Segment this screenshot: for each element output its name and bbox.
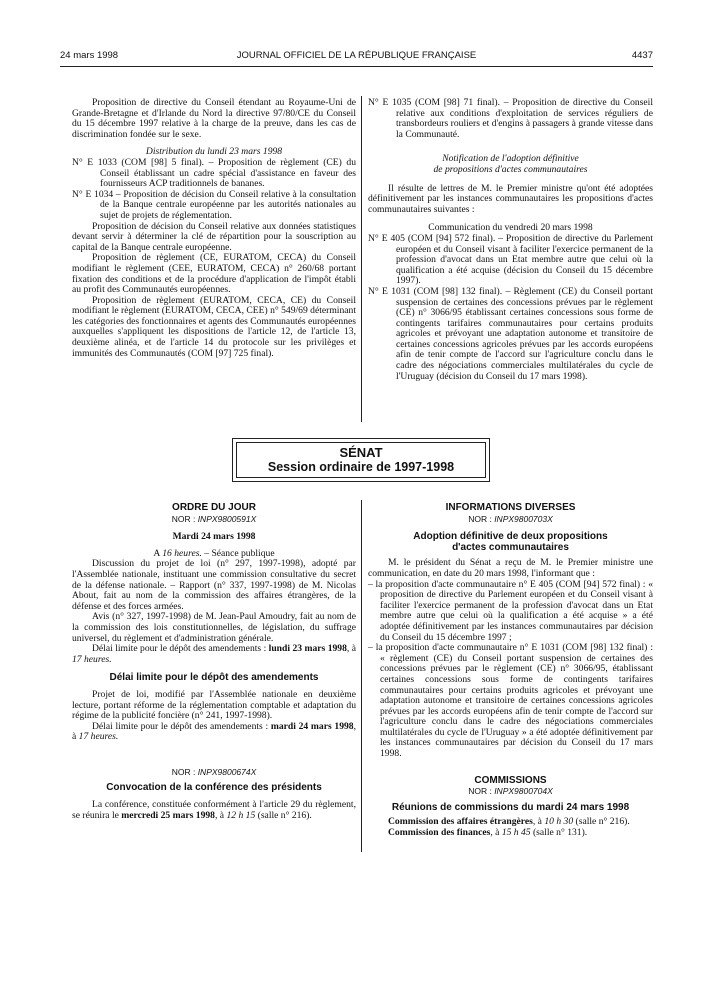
header-date: 24 mars 1998 bbox=[60, 50, 119, 61]
paragraph-reglement-549: Proposition de règlement (EURATOM, CECA, CE) du Conseil modifiant le règlement (EURATOM, CECA, CEE) n° 549/69 déterminant les catégories des fonctionnaires et agents des Communautés européennes auxquelles s'appliquent les dispositions de l'article 12, de l'article 13, deuxième alinéa, et de l'article 14 du protocole sur les privilèges et immunités des Communautés (COM [97] 725 final). bbox=[72, 294, 356, 359]
adoption-bullet-2: – la proposition d'acte communautaire n° E 1031 (COM [98] 132 final) : « règlement (CE) du Conseil portant suspension de certaines des concessions prévues par le règlement (CE) n° 3066/95, établissant certaines concessions sous forme de contingents tarifaires communautaires pour certains produits agricoles et prévoyant une adaptation autonome et transitoire de certaines concessions agricoles prévues par les accords européens afin de tenir compte de l'accord sur l'agriculture conclu dans le cadre des négociations commerciales multilatérales du cycle de l'Uruguay » a été adoptée définitivement par les instances communautaires par décision du Conseil du 17 mars 1998. bbox=[368, 642, 653, 760]
convocation-title: Convocation de la conférence des présidents bbox=[106, 782, 322, 794]
projet-paragraph: Projet de loi, modifié par l'Assemblée nationale en deuxième lecture, portant réforme de la réglementation comptable et adaptation du régime de la publicité foncière (n° 241, 1997-1998). bbox=[72, 688, 356, 722]
commission-line-2 bbox=[368, 828, 653, 839]
nor-label: NOR : bbox=[468, 513, 495, 524]
header-rule bbox=[60, 66, 653, 67]
item-e1031: N° E 1031 (COM [98] 132 final). – Règlement (CE) du Conseil portant suspension de certaines des concessions prévues par le règlement (CE) n° 3066/95 établissant certaines concessions sous forme de contingents tarifaires communautaires pour certains produits agricoles et prévoyant une adaptation autonome et transitoire de certaines concessions agricoles prévues par les accords européens afin de tenir compte de l'accord sur l'agriculture conclu dans le cadre des négociations commerciales multilatérales du cycle de l'Uruguay (décision du Conseil du 17 mars 1998). bbox=[368, 285, 653, 382]
delai2-mid: , à bbox=[72, 720, 356, 743]
nor-line-1 bbox=[72, 514, 356, 525]
nor-code-4: INPX9800704X bbox=[494, 786, 553, 797]
nor-code-1: INPX9800591X bbox=[197, 513, 257, 524]
nor-code-2: INPX9800674X bbox=[197, 766, 257, 777]
adoption-intro: M. le président du Sénat a reçu de M. le Premier ministre une communication, en date du 20 mars 1998, l'informant que : bbox=[368, 557, 653, 579]
nor-label: NOR : bbox=[468, 786, 495, 797]
delai1-date: lundi 23 mars 1998 bbox=[268, 643, 347, 655]
notification-intro: Il résulte de lettres de M. le Premier ministre qu'ont été adoptées définitivement par les instances communautaires les propositions d'actes communautaires suivantes : bbox=[368, 182, 653, 215]
seance-a: A bbox=[153, 547, 163, 559]
c2-post: (salle n° 131). bbox=[530, 827, 588, 839]
bottom-right-column bbox=[368, 503, 653, 839]
senat-title: SÉNAT bbox=[339, 445, 383, 460]
delai-section-title: Délai limite pour le dépôt des amendements bbox=[109, 672, 319, 684]
c1-time: 10 h 30 bbox=[544, 816, 574, 828]
c1-post: (salle n° 216). bbox=[573, 816, 630, 828]
page-header bbox=[60, 50, 653, 64]
header-title: JOURNAL OFFICIEL DE LA RÉPUBLIQUE FRANÇAISE bbox=[236, 50, 477, 61]
notification-title-line1: Notification de l'adoption définitive bbox=[442, 153, 579, 165]
column-divider-bottom bbox=[361, 500, 362, 852]
intro-paragraph: Proposition de directive du Conseil étendant au Royaume-Uni de Grande-Bretagne et d'Irlande du Nord la directive 97/80/CE du Conseil du 15 décembre 1997 relative à la charge de la preuve, dans les cas de discrimination fondée sur le sexe. bbox=[72, 97, 356, 140]
delai1-mid: , à bbox=[346, 643, 356, 655]
delai2-time: 17 heures. bbox=[78, 731, 119, 743]
top-left-column bbox=[72, 98, 356, 359]
delai2-pre: Délai limite pour le dépôt des amendements : bbox=[92, 720, 271, 732]
communication-date: Communication du vendredi 20 mars 1998 bbox=[428, 222, 593, 234]
c1-name: Commission des affaires étrangères bbox=[388, 816, 533, 828]
header-page-number: 4437 bbox=[631, 50, 653, 61]
seance-day: Mardi 24 mars 1998 bbox=[172, 531, 256, 543]
column-divider-top bbox=[361, 96, 362, 422]
adoption-title-line2: d'actes communautaires bbox=[452, 541, 569, 553]
delai1-time: 17 heures. bbox=[72, 653, 112, 665]
c2-mid: , à bbox=[490, 827, 502, 839]
item-e1033: N° E 1033 (COM [98] 5 final). – Proposition de règlement (CE) du Conseil établissant un cadre spécial d'assistance en faveur des fournisseurs ACP traditionnels de bananes. bbox=[72, 156, 356, 190]
delai2-date: mardi 24 mars 1998 bbox=[270, 720, 354, 732]
conv-post: (salle n° 216). bbox=[255, 809, 312, 821]
delai-line-1 bbox=[72, 644, 356, 665]
conv-pre: La conférence, constituée conformément à l'article 29 du règlement, se réunira le bbox=[72, 799, 356, 821]
item-e1034: N° E 1034 – Proposition de décision du Conseil relative à la consultation de la Banque centrale européenne par les autorités nationales au sujet de projets de réglementation. bbox=[72, 188, 356, 221]
c2-time: 15 h 45 bbox=[501, 827, 531, 839]
conv-time: 12 h 15 bbox=[226, 809, 256, 821]
nor-line-3 bbox=[368, 514, 653, 525]
c1-mid: , à bbox=[532, 816, 545, 828]
ordre-du-jour-title: ORDRE DU JOUR bbox=[172, 502, 256, 513]
c2-name: Commission des finances bbox=[388, 827, 491, 839]
top-right-column bbox=[368, 98, 653, 382]
convocation-paragraph bbox=[72, 800, 356, 821]
reunions-title: Réunions de commissions du mardi 24 mars 1998 bbox=[391, 801, 630, 813]
nor-line-4 bbox=[368, 786, 653, 797]
informations-title: INFORMATIONS DIVERSES bbox=[445, 502, 576, 513]
senat-box bbox=[232, 438, 490, 482]
conv-date: mercredi 25 mars 1998 bbox=[121, 809, 215, 821]
nor-code-3: INPX9800703X bbox=[494, 513, 553, 524]
notification-title-line2: de propositions d'actes communautaires bbox=[433, 163, 588, 175]
distribution-title: Distribution du lundi 23 mars 1998 bbox=[145, 146, 283, 158]
nor-label: NOR : bbox=[171, 513, 198, 524]
adoption-bullet-1: – la proposition d'acte communautaire n° E 405 (COM [94] 572 final) : « proposition de directive du Parlement européen et du Conseil visant à faciliter l'exercice permanent de la profession d'avocat dans un Etat membre autre que celui où la qualification a été acquise » a été adoptée définitivement par les instances communautaires par décision du Conseil du 15 décembre 1997 ; bbox=[368, 578, 653, 643]
nor-line-2 bbox=[72, 767, 356, 778]
nor-label: NOR : bbox=[171, 766, 198, 777]
seance-time: 16 heures. bbox=[162, 547, 202, 559]
bottom-left-column bbox=[72, 503, 356, 821]
discussion-paragraph: Discussion du projet de loi (n° 297, 1997-1998), adopté par l'Assemblée nationale, instituant une commission consultative du secret de la défense nationale. – Rapport (n° 337, 1997-1998) de M. Nicolas About, fait au nom de la commission des affaires étrangères, de la défense et des forces armées. bbox=[72, 558, 356, 612]
delai1-pre: Délai limite pour le dépôt des amendements : bbox=[92, 643, 269, 655]
adoption-title-line1: Adoption définitive de deux propositions bbox=[413, 531, 608, 543]
conv-mid: , à bbox=[214, 809, 227, 821]
delai-line-2 bbox=[72, 722, 356, 743]
item-e405: N° E 405 (COM [94] 572 final). – Proposition de directive du Parlement européen et du Conseil visant à faciliter l'exercice permanent de la profession d'avocat dans un Etat membre autre que celui où la qualification a été acquise (décision du Conseil du 15 décembre 1997). bbox=[368, 232, 653, 287]
senat-session: Session ordinaire de 1997-1998 bbox=[267, 460, 455, 474]
commissions-title: COMMISSIONS bbox=[474, 774, 547, 786]
paragraph-reglement-260: Proposition de règlement (CE, EURATOM, CECA) du Conseil modifiant le règlement (CEE, EURATOM, CECA) n° 260/68 portant fixation des conditions et de la procédure d'application de l'impôt établi au profit des Communautés européennes. bbox=[72, 252, 356, 296]
avis-paragraph: Avis (n° 327, 1997-1998) de M. Jean-Paul Amoudry, fait au nom de la commission des lois constitutionnelles, de législation, du suffrage universel, du règlement et d'administration générale. bbox=[72, 611, 356, 644]
item-e1035: N° E 1035 (COM [98] 71 final). – Proposition de directive du Conseil relative aux conditions d'exploitation de services réguliers de transbordeurs rouliers et d'engins à passagers à grande vitesse dans la Communauté. bbox=[368, 97, 653, 140]
paragraph-decision: Proposition de décision du Conseil relative aux données statistiques devant servir à déterminer la clé de répartition pour la souscription au capital de la Banque centrale européenne. bbox=[72, 220, 356, 253]
seance-rest: – Séance publique bbox=[201, 547, 275, 559]
